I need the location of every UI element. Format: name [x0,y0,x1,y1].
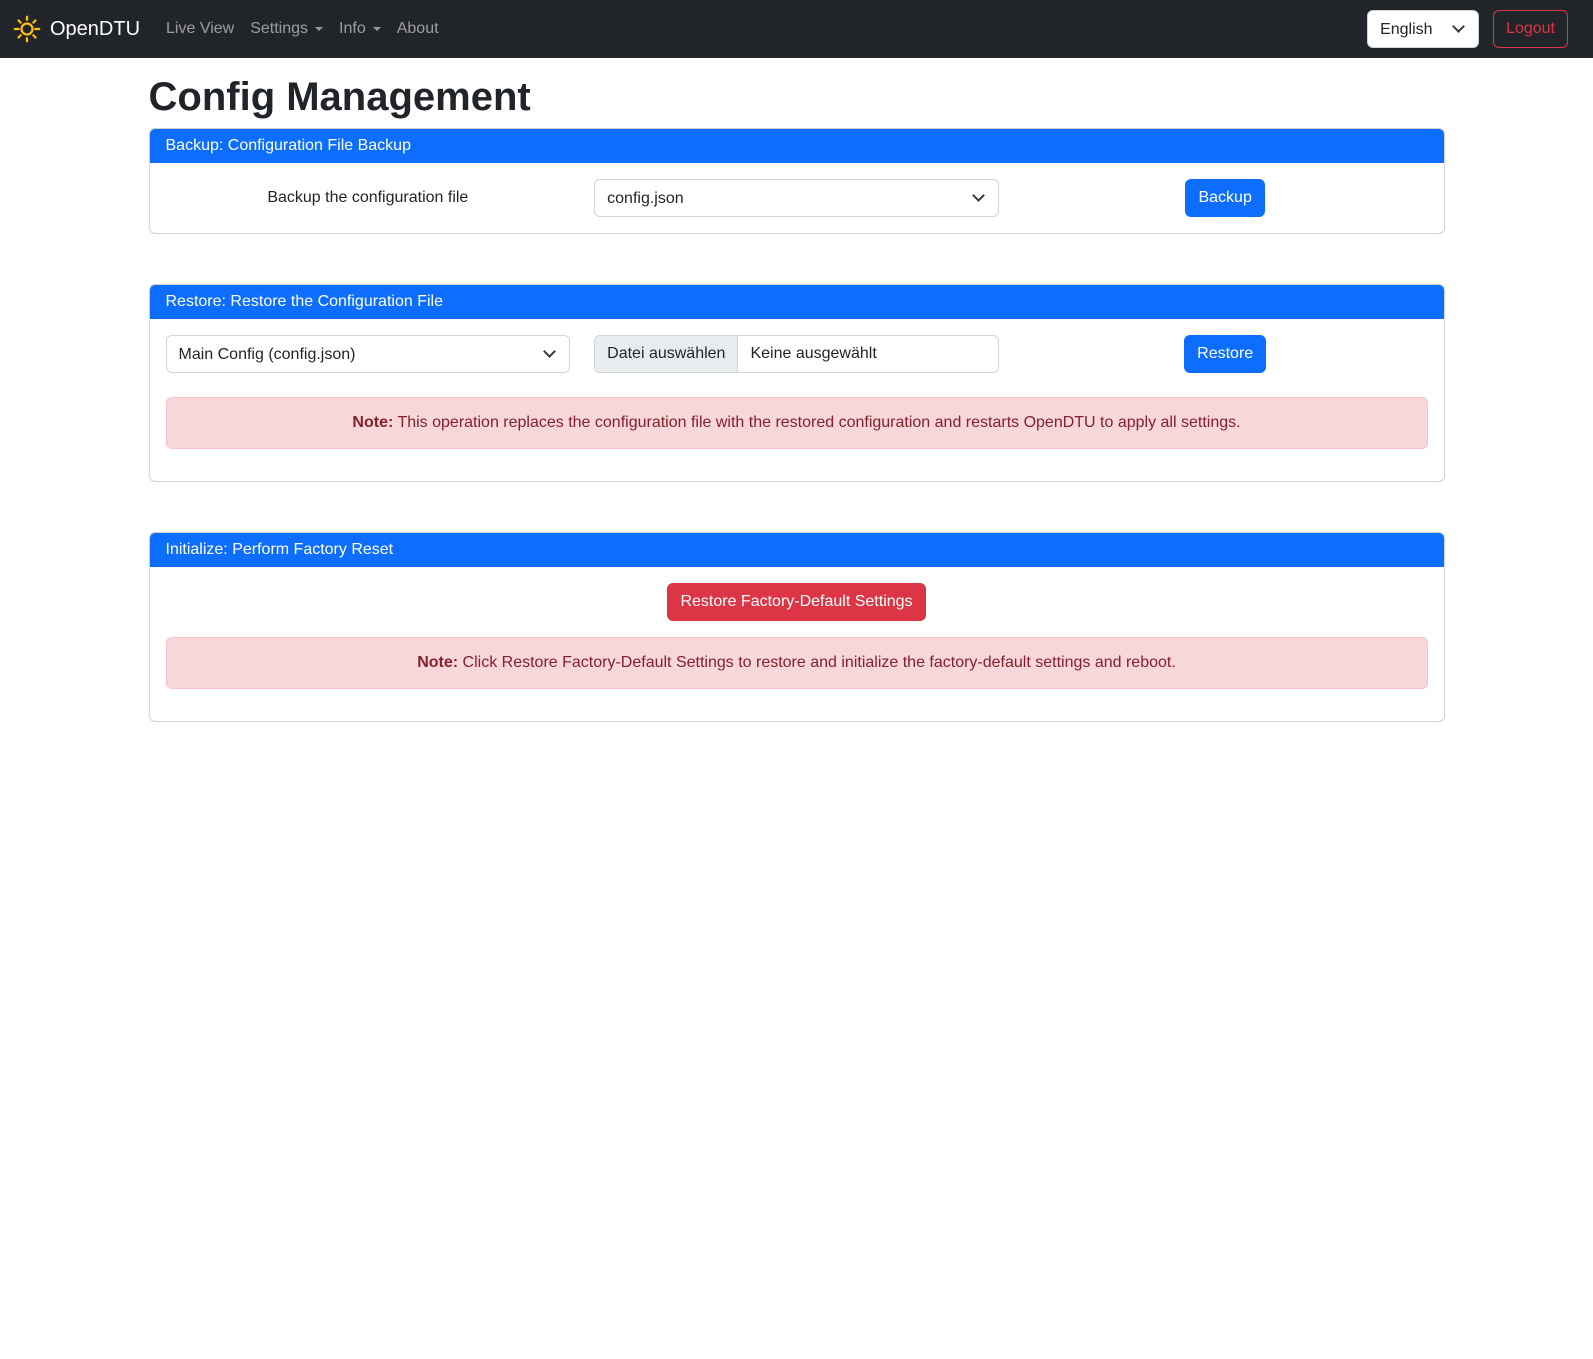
nav-item-label: Info [339,20,366,37]
backup-file-select-wrap [594,179,999,217]
backup-card [149,128,1445,234]
file-choose-button[interactable]: Datei auswählen [595,336,738,372]
nav-item-info[interactable] [331,12,389,46]
sun-icon [12,14,42,44]
chevron-down-icon [373,27,381,31]
note-label: Note: [417,654,459,671]
restore-config-select[interactable] [166,335,571,373]
language-select-wrap [1367,10,1479,48]
restore-row [166,335,1428,373]
restore-card-header: Restore: Restore the Configuration File [150,285,1444,319]
navbar-left [12,12,447,46]
brand-label: OpenDTU [50,17,141,40]
factory-reset-button[interactable]: Restore Factory-Default Settings [667,583,925,621]
page-title: Config Management [148,75,531,119]
backup-file-select[interactable] [594,179,999,217]
factory-reset-note-alert [166,637,1428,689]
factory-reset-button-col [166,583,1428,621]
backup-file-label: Backup the configuration file [267,189,469,206]
nav-item-settings[interactable] [242,12,331,46]
nav-item-label: Live View [166,20,235,37]
logout-button[interactable]: Logout [1493,10,1568,48]
factory-reset-card-header: Initialize: Perform Factory Reset [150,533,1444,567]
nav-item-label: Settings [250,20,309,37]
restore-button-col [1023,335,1428,373]
chevron-down-icon [315,27,323,31]
backup-row [166,179,1428,217]
backup-button[interactable]: Backup [1185,179,1264,217]
note-text: This operation replaces the configuration file with the restored configuration and restarts OpenDTU to apply all settings. [397,414,1241,431]
backup-card-header: Backup: Configuration File Backup [150,129,1444,163]
restore-card-body [150,319,1444,481]
nav-item-about[interactable] [389,12,447,46]
factory-reset-card-body [150,567,1444,721]
navbar [0,0,1593,58]
note-label: Note: [352,414,394,431]
file-chosen-value: Keine ausgewählt [750,345,877,362]
restore-file-input[interactable] [594,335,999,373]
language-select[interactable] [1367,10,1479,48]
note-text: Click Restore Factory-Default Settings to restore and initialize the factory-default settings and reboot. [462,654,1176,671]
backup-card-body [150,163,1444,233]
factory-reset-card [149,532,1445,722]
restore-card [149,284,1445,482]
main-container [137,75,1457,722]
nav-item-label: About [396,20,439,37]
restore-button[interactable]: Restore [1184,335,1266,373]
backup-button-col [1023,179,1428,217]
navbar-right [1367,10,1568,48]
nav-item-live-view[interactable] [158,12,242,46]
brand-link[interactable] [12,14,140,44]
restore-config-select-wrap [166,335,571,373]
restore-note-alert [166,397,1428,449]
